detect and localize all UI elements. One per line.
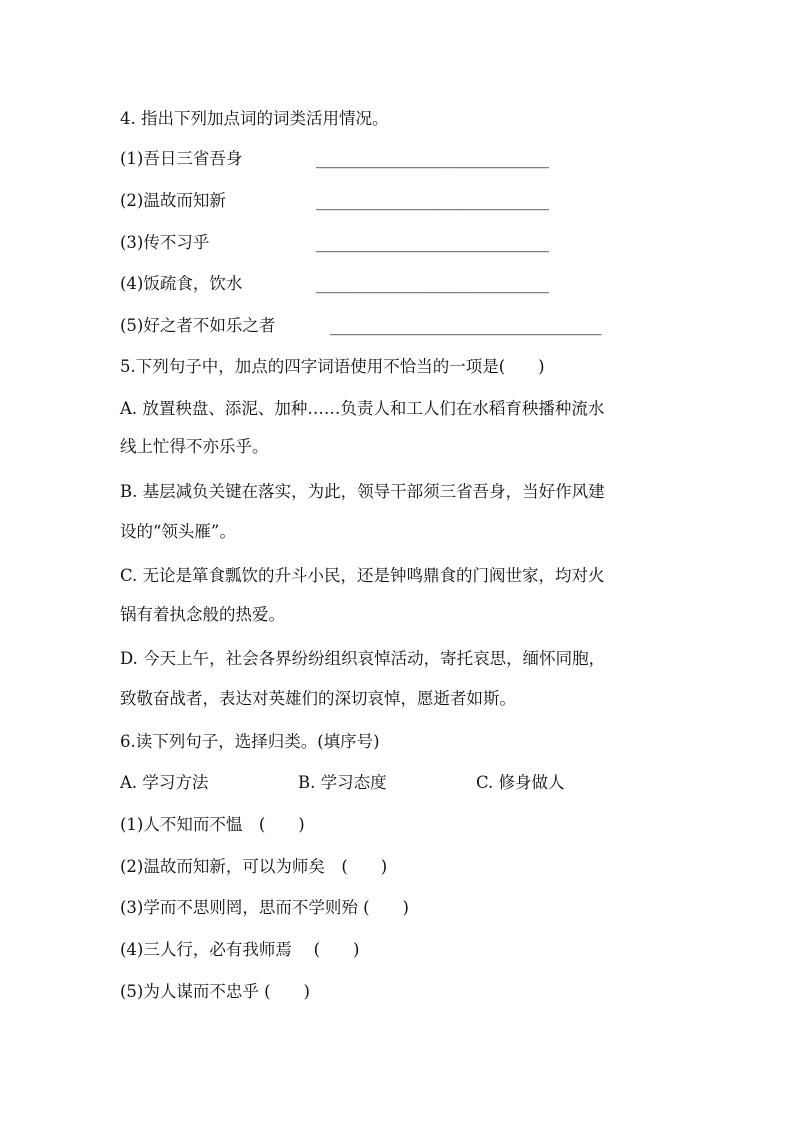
q6-category-b: B. 学习态度	[298, 773, 387, 792]
q4-item-1-answer-blank[interactable]: ______________________________	[316, 149, 549, 168]
q5-option-d-line1: D. 今天上午，社会各界纷纷组织哀悼活动，寄托哀思，缅怀同胞，	[120, 649, 606, 668]
q4-item-2-label: (2)温故而知新	[120, 191, 226, 210]
q5-title: 5.下列句子中，加点的四字词语使用不恰当的一项是( )	[120, 357, 545, 376]
q6-title: 6.读下列句子，选择归类。(填序号)	[120, 732, 380, 751]
q5-option-b-line1: B. 基层减负关键在落实，为此，领导干部须三省吾身，当好作风建	[120, 482, 605, 501]
q4-item-2-answer-blank[interactable]: ______________________________	[316, 191, 549, 210]
q4-item-4-answer-blank[interactable]: ______________________________	[316, 274, 549, 293]
q5-option-b-line2: 设的“领头雁”。	[120, 522, 236, 541]
q5-option-c-line2: 锅有着执念般的热爱。	[120, 605, 285, 624]
q5-option-c-line1: C. 无论是箪食瓢饮的升斗小民，还是钟鸣鼎食的门阀世家，均对火	[120, 566, 605, 585]
q6-item-3: (3)学而不思则罔，思而不学则殆 ( )	[120, 898, 409, 917]
q6-category-a: A. 学习方法	[120, 773, 209, 792]
q6-category-c: C. 修身做人	[476, 773, 565, 792]
q4-item-3-label: (3)传不习乎	[120, 233, 210, 252]
q4-item-5-answer-blank[interactable]: ___________________________________	[330, 316, 602, 335]
q6-item-5: (5)为人谋而不忠乎 ( )	[120, 982, 310, 1001]
q4-item-4-label: (4)饭疏食，饮水	[120, 274, 243, 293]
q6-item-4: (4)三人行，必有我师焉 ( )	[120, 940, 360, 959]
q4-item-1-label: (1)吾日三省吾身	[120, 149, 243, 168]
q5-option-a-line1: A. 放置秧盘、添泥、加种……负责人和工人们在水稻育秧播种流水	[120, 399, 605, 418]
q5-option-a-line2: 线上忙得不亦乐乎。	[120, 437, 269, 456]
q4-title: 4. 指出下列加点词的词类活用情况。	[120, 109, 389, 128]
q4-item-3-answer-blank[interactable]: ______________________________	[316, 233, 549, 252]
q6-item-1: (1)人不知而不愠 ( )	[120, 815, 305, 834]
q5-option-d-line2: 致敬奋战者，表达对英雄们的深切哀悼，愿逝者如斯。	[120, 689, 516, 708]
q4-item-5-label: (5)好之者不如乐之者	[120, 316, 276, 335]
q6-item-2: (2)温故而知新，可以为师矣 ( )	[120, 857, 388, 876]
